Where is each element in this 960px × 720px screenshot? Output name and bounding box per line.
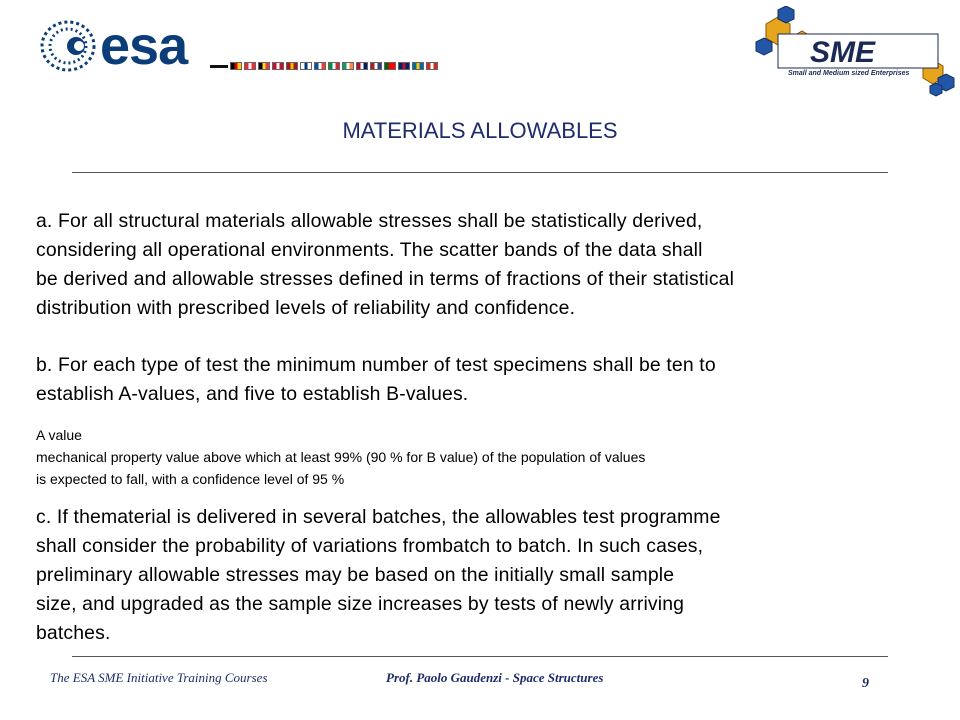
text-line: is expected to fall, with a confidence level of 95 %: [36, 471, 345, 487]
sme-logo-subtitle: Small and Medium sized Enterprises: [788, 70, 910, 77]
flag-icon: [398, 62, 410, 70]
a-value-definition: [36, 424, 645, 490]
text-line: be derived and allowable stresses defined in terms of fractions of their statistical: [36, 268, 735, 290]
footer-author: Prof. Paolo Gaudenzi - Space Structures: [386, 670, 604, 685]
flag-icon: [272, 62, 284, 70]
text-line: c. If thematerial is delivered in several batches, the allowables test programme: [36, 506, 721, 528]
text-line: size, and upgraded as the sample size increases by tests of newly arriving: [36, 593, 685, 615]
footer-divider: [72, 656, 888, 657]
paragraph-a: [36, 207, 916, 323]
flag-icon: [244, 62, 256, 70]
text-line: batches.: [36, 622, 111, 644]
text-line: A value: [36, 427, 82, 443]
esa-emblem-icon: [38, 16, 98, 76]
flag-icon: [300, 62, 312, 70]
flag-icon: [286, 62, 298, 70]
flag-icon: [258, 62, 270, 70]
page-number: 9: [862, 676, 869, 691]
flag-icon: [314, 62, 326, 70]
paragraph-c: [36, 503, 916, 648]
flag-icon: [328, 62, 340, 70]
flag-icon: [426, 62, 438, 70]
flag-icon: [230, 62, 242, 70]
text-line: a. For all structural materials allowable stresses shall be statistically derived,: [36, 210, 703, 232]
text-line: mechanical property value above which at least 99% (90 % for B value) of the population of values: [36, 449, 646, 465]
flag-icon: [342, 62, 354, 70]
flag-icon: [412, 62, 424, 70]
text-line: establish A-values, and five to establish B-values.: [36, 383, 469, 405]
flag-icon: [370, 62, 382, 70]
title-divider: [72, 172, 888, 173]
paragraph-b: [36, 351, 916, 409]
text-line: distribution with prescribed levels of reliability and confidence.: [36, 297, 576, 319]
flag-icon: [356, 62, 368, 70]
text-line: considering all operational environments. The scatter bands of the data shall: [36, 239, 703, 261]
flag-icon: [384, 62, 396, 70]
text-line: preliminary allowable stresses may be based on the initially small sample: [36, 564, 675, 586]
text-line: shall consider the probability of variations frombatch to batch. In such cases,: [36, 535, 704, 557]
member-flags: [210, 62, 440, 70]
sme-logo-text: SME: [810, 36, 876, 69]
esa-logo: [38, 14, 518, 86]
footer-course: The ESA SME Initiative Training Courses: [50, 670, 268, 685]
flag-dash: [210, 65, 228, 68]
esa-logo-text: esa: [100, 16, 188, 76]
slide-title: MATERIALS ALLOWABLES: [342, 118, 618, 143]
sme-logo: [748, 6, 958, 98]
text-line: b. For each type of test the minimum number of test specimens shall be ten to: [36, 354, 716, 376]
